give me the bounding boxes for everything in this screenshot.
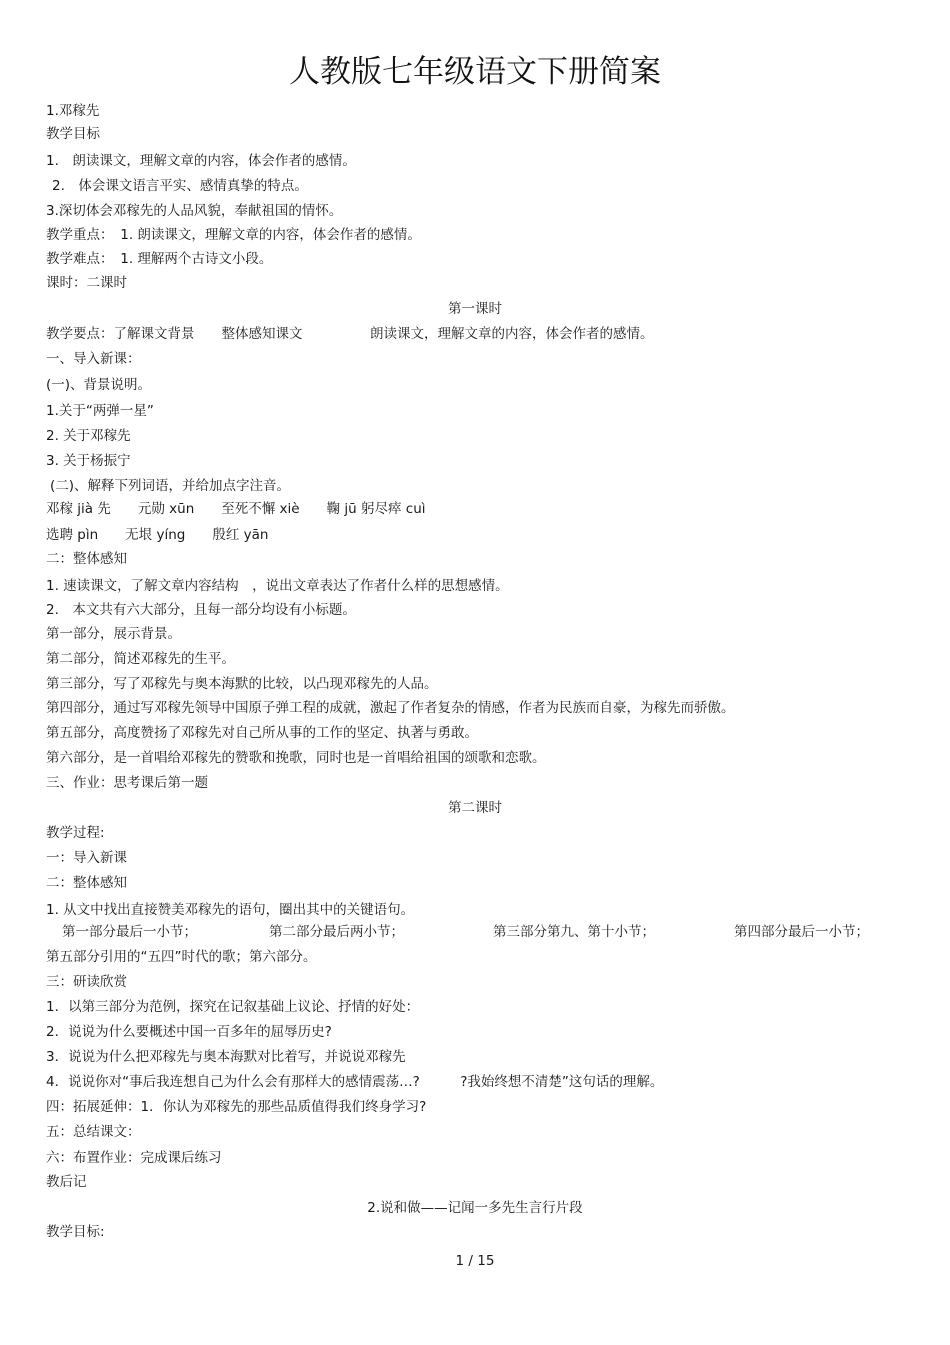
parts-row-item: 第四部分最后一小节； [734,924,869,940]
text-line: 三：研读欣赏 [46,974,127,990]
text-line: 五：总结课文： [46,1124,141,1140]
text-line: 教学过程: [46,825,105,841]
text-line: 一：导入新课 [46,850,127,866]
text-line: 第六部分，是一首唱给邓稼先的赞歌和挽歌，同时也是一首唱给祖国的颂歌和恋歌。 [46,750,546,766]
document-title: 人教版七年级语文下册简案 [289,54,661,90]
text-line: 四：拓展延伸：1．你认为邓稼先的那些品质值得我们终身学习? [46,1099,427,1115]
text-line: 1．以第三部分为范例，探究在记叙基础上议论、抒情的好处： [46,999,420,1015]
text-line: 2．说说为什么要概述中国一百多年的屈辱历史? [46,1024,332,1040]
text-line: 邓稼 jià 先 元勋 xūn 至死不懈 xiè 鞠 jū 躬尽瘁 cuì [46,501,426,517]
text-line: 第五部分，高度赞扬了邓稼先对自己所从事的工作的坚定、执著与勇敢。 [46,725,478,741]
text-line: 教学难点： 1. 理解两个古诗文小段。 [46,251,273,267]
text-line: 2. 体会课文语言平实、感情真挚的特点。 [52,178,308,194]
section-heading: 第一课时 [448,301,502,317]
text-line: 2. 本文共有六大部分，且每一部分均设有小标题。 [46,602,356,618]
text-line: (二)、解释下列词语，并给加点字注音。 [50,478,291,494]
text-line: 一、导入新课： [46,351,141,367]
text-line: 3.深切体会邓稼先的人品风貌，奉献祖国的情怀。 [46,203,343,219]
text-line: 2. 关于邓稼先 [46,428,131,444]
text-line: 教学目标: [46,1224,105,1240]
text-line: 第三部分，写了邓稼先与奥本海默的比较，以凸现邓稼先的人品。 [46,676,438,692]
text-line: 1.关于“两弹一星” [46,403,154,419]
page-number: 1 / 15 [455,1253,495,1269]
text-line: 第五部分引用的“五四”时代的歌；第六部分。 [46,949,317,965]
text-line: 课时：二课时 [46,275,127,291]
section-heading: 2.说和做——记闻一多先生言行片段 [367,1200,583,1216]
section-heading: 第二课时 [448,800,502,816]
text-line: 1. 从文中找出直接赞美邓稼先的语句，圈出其中的关键语句。 [46,902,415,918]
text-line: 第二部分，简述邓稼先的生平。 [46,651,235,667]
text-line: 教学目标 [46,126,100,142]
text-line: 二：整体感知 [46,875,127,891]
parts-row-item: 第一部分最后一小节； [62,924,197,940]
text-line: 三、作业：思考课后第一题 [46,775,208,791]
text-line: 教后记 [46,1174,87,1190]
text-line: 教学重点： 1. 朗读课文，理解文章的内容，体会作者的感情。 [46,227,421,243]
text-line: 第四部分，通过写邓稼先领导中国原子弹工程的成就，激起了作者复杂的情感，作者为民族而自豪，为稼先而骄傲。 [46,700,735,716]
text-line: 1. 速读课文，了解文章内容结构 ，说出文章表达了作者什么样的思想感情。 [46,578,509,594]
text-line: 二：整体感知 [46,551,127,567]
text-line: 第一部分，展示背景。 [46,626,181,642]
text-line: 选聘 pìn 无垠 yíng 殷红 yān [46,527,269,543]
parts-row-item: 第三部分第九、第十小节； [493,924,655,940]
text-line: 1.邓稼先 [46,103,100,119]
text-line: 教学要点：了解课文背景 整体感知课文 朗读课文，理解文章的内容，体会作者的感情。 [46,326,654,342]
text-line: 4．说说你对“事后我连想自己为什么会有那样大的感情震荡…? ?我始终想不清楚”这句话的理解。 [46,1074,664,1090]
text-line: 3. 关于杨振宁 [46,453,131,469]
text-line: (一)、背景说明。 [46,377,152,393]
text-line: 3．说说为什么把邓稼先与奥本海默对比着写，并说说邓稼先 [46,1049,406,1065]
text-line: 1. 朗读课文，理解文章的内容，体会作者的感情。 [46,153,356,169]
parts-row-item: 第二部分最后两小节； [269,924,404,940]
text-line: 六：布置作业：完成课后练习 [46,1150,222,1166]
